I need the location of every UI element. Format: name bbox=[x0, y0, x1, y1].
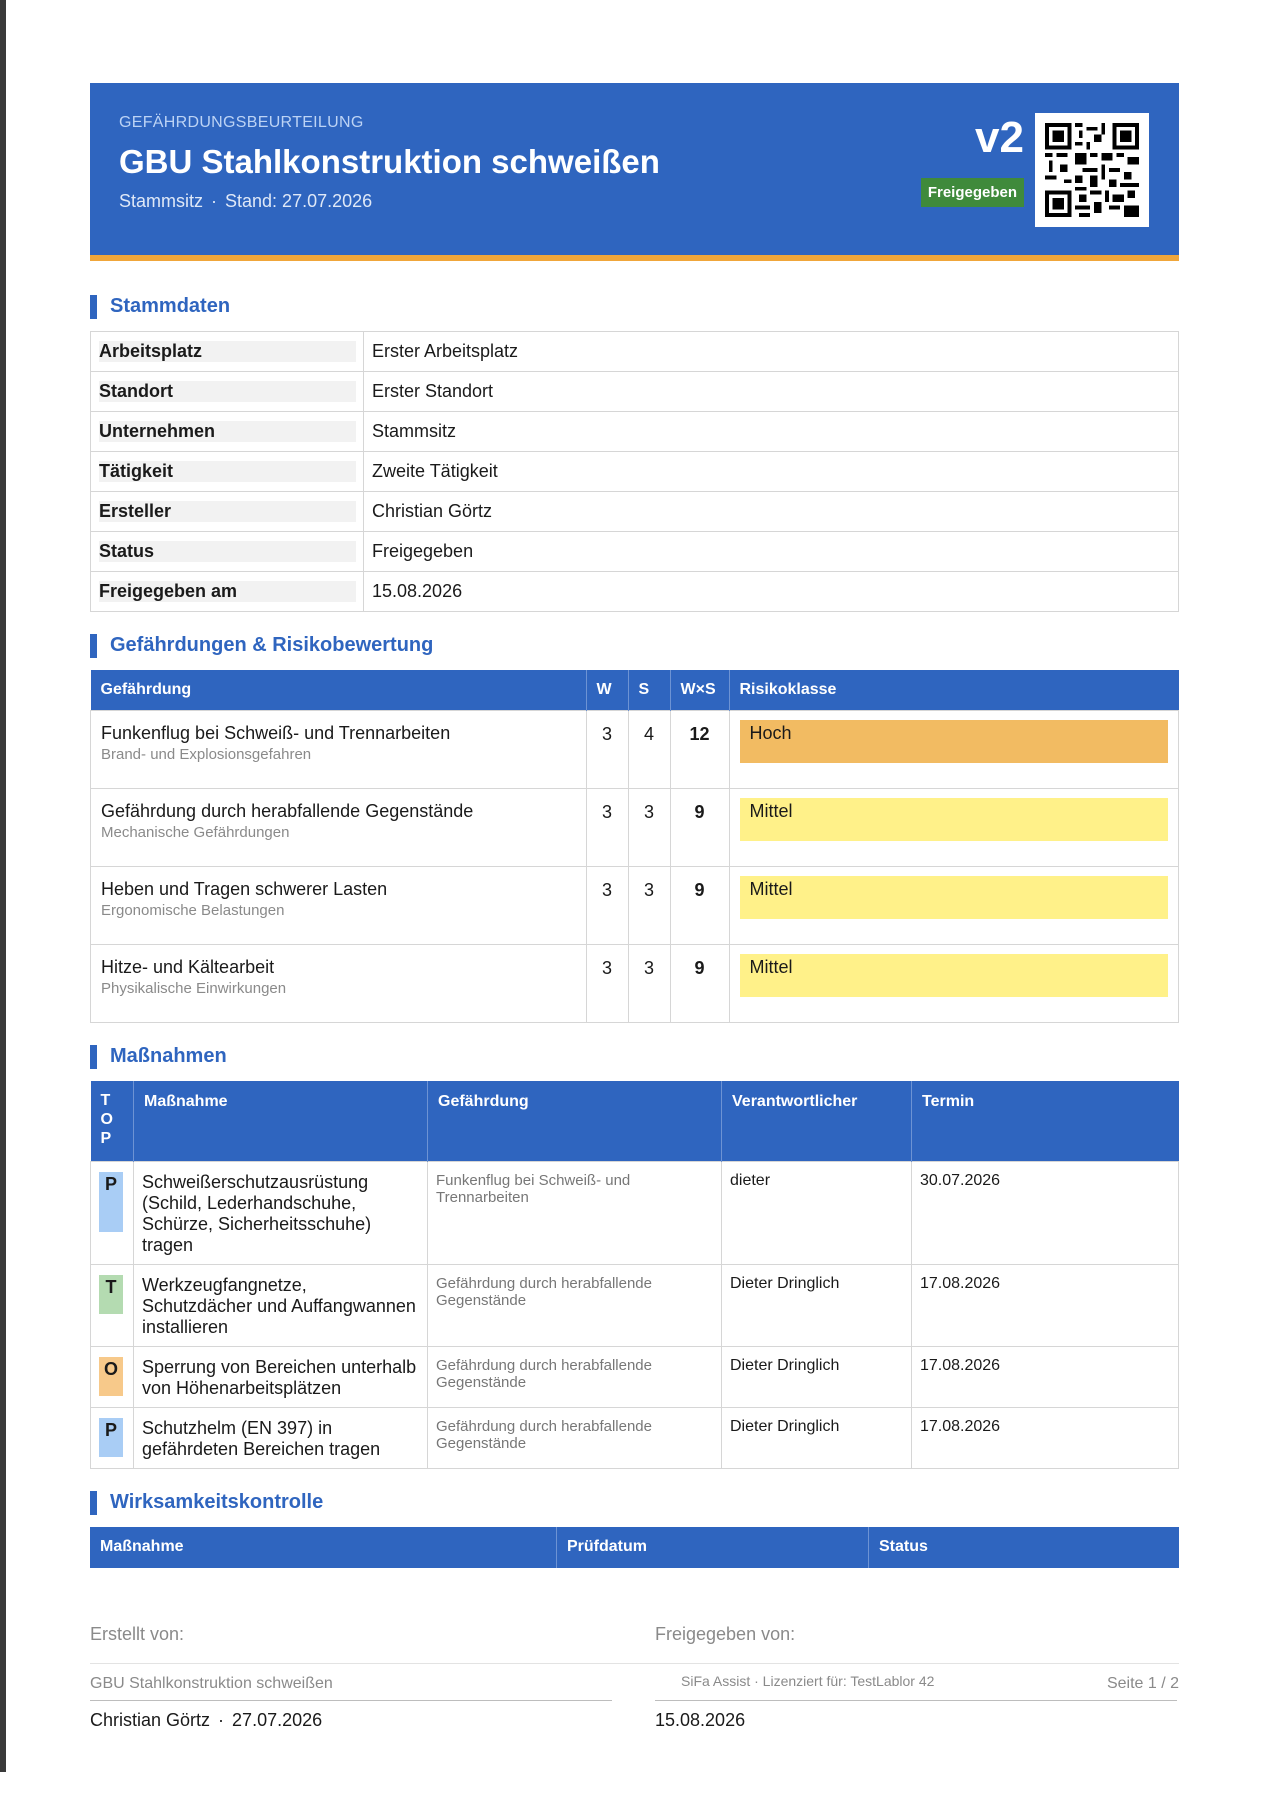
hazard-name: Heben und Tragen schwerer Lasten bbox=[101, 879, 388, 899]
stammdaten-row bbox=[91, 372, 1178, 412]
signature-line bbox=[655, 1700, 1177, 1701]
page-footer bbox=[90, 1663, 1179, 1692]
measure-hazard: Gefährdung durch herabfallende Gegenstände bbox=[428, 1346, 722, 1407]
subtitle-separator: · bbox=[211, 191, 218, 211]
hazard-name: Hitze- und Kältearbeit bbox=[101, 957, 275, 977]
signature-approved-date: 15.08.2026 bbox=[655, 1709, 746, 1730]
measure-hazard: Funkenflug bei Schweiß- und Trennarbeiten bbox=[428, 1161, 722, 1264]
stammdaten-key: Arbeitsplatz bbox=[99, 341, 356, 362]
measure-responsible: Dieter Dringlich bbox=[722, 1264, 912, 1346]
document-header bbox=[90, 83, 1179, 261]
signature-created-date: 27.07.2026 bbox=[232, 1709, 323, 1730]
stammdaten-row bbox=[91, 492, 1178, 532]
signature-created-label: Erstellt von: bbox=[90, 1623, 185, 1644]
risk-row bbox=[91, 867, 1179, 945]
risk-class-badge: Hoch bbox=[740, 720, 1169, 763]
stammdaten-value: Stammsitz bbox=[372, 421, 457, 441]
stammdaten-key: Freigegeben am bbox=[99, 581, 356, 602]
measures-table bbox=[90, 1081, 1179, 1469]
column-header-risikoklasse: Risikoklasse bbox=[729, 670, 1179, 711]
stammdaten-key-cell bbox=[91, 412, 364, 451]
risk-s-value: 3 bbox=[628, 789, 670, 867]
column-header-termin: Termin bbox=[912, 1081, 1179, 1161]
measure-text: Werkzeugfangnetze, Schutzdächer und Auffangwannen installieren bbox=[134, 1264, 428, 1346]
document-kicker: GEFÄHRDUNGSBEURTEILUNG bbox=[119, 114, 364, 131]
top-cell bbox=[91, 1407, 134, 1468]
stammdaten-table bbox=[90, 331, 1179, 612]
risk-s-value: 3 bbox=[628, 867, 670, 945]
effectiveness-table-header bbox=[90, 1527, 1179, 1568]
measure-row bbox=[91, 1161, 1179, 1264]
top-cell bbox=[91, 1346, 134, 1407]
stammdaten-key-cell bbox=[91, 332, 364, 371]
column-header-massnahme: Maßnahme bbox=[90, 1527, 557, 1568]
stammdaten-key-cell bbox=[91, 452, 364, 491]
risk-ws-value: 9 bbox=[670, 945, 729, 1023]
measure-row bbox=[91, 1264, 1179, 1346]
stammdaten-key-cell bbox=[91, 372, 364, 411]
section-title-risiko: Gefährdungen & Risikobewertung bbox=[90, 634, 1179, 660]
top-cell bbox=[91, 1161, 134, 1264]
stammdaten-value: Christian Görtz bbox=[372, 501, 493, 521]
stammdaten-key: Status bbox=[99, 541, 356, 562]
column-header-pruefdatum: Prüfdatum bbox=[557, 1527, 869, 1568]
risk-w-value: 3 bbox=[586, 867, 628, 945]
hazard-name: Gefährdung durch herabfallende Gegenstände bbox=[101, 801, 474, 821]
site-name: Stammsitz bbox=[119, 191, 204, 211]
stand-date: Stand: 27.07.2026 bbox=[225, 191, 373, 211]
stammdaten-row bbox=[91, 452, 1178, 492]
document-page bbox=[90, 83, 1179, 1794]
risk-row bbox=[91, 789, 1179, 867]
column-header-ws: W×S bbox=[670, 670, 729, 711]
stammdaten-row bbox=[91, 572, 1178, 612]
footer-license: SiFa Assist · Lizenziert für: TestLablor 42 bbox=[681, 1673, 935, 1689]
risk-table-header bbox=[91, 670, 1179, 711]
column-header-gefaehrdung: Gefährdung bbox=[428, 1081, 722, 1161]
risk-table bbox=[90, 670, 1179, 1023]
top-type-badge: O bbox=[99, 1357, 123, 1396]
stammdaten-value: Erster Arbeitsplatz bbox=[372, 341, 519, 361]
risk-ws-value: 9 bbox=[670, 789, 729, 867]
column-header-w: W bbox=[586, 670, 628, 711]
hazard-category: Brand- und Explosionsgefahren bbox=[101, 746, 312, 763]
hazard-name: Funkenflug bei Schweiß- und Trennarbeiten bbox=[101, 723, 451, 743]
signature-area bbox=[90, 1624, 1179, 1794]
measure-due-date: 17.08.2026 bbox=[912, 1407, 1179, 1468]
measure-due-date: 17.08.2026 bbox=[912, 1346, 1179, 1407]
risk-w-value: 3 bbox=[586, 945, 628, 1023]
risk-class-badge: Mittel bbox=[740, 876, 1169, 919]
risk-class-cell bbox=[729, 789, 1179, 867]
effectiveness-table bbox=[90, 1527, 1179, 1568]
measure-row bbox=[91, 1407, 1179, 1468]
top-cell bbox=[91, 1264, 134, 1346]
risk-ws-value: 12 bbox=[670, 711, 729, 789]
measure-text: Schutzhelm (EN 397) in gefährdeten Bereichen tragen bbox=[134, 1407, 428, 1468]
stammdaten-value: Erster Standort bbox=[372, 381, 494, 401]
stammdaten-row bbox=[91, 412, 1178, 452]
column-header-top bbox=[91, 1081, 134, 1161]
risk-s-value: 3 bbox=[628, 945, 670, 1023]
risk-class-badge: Mittel bbox=[740, 798, 1169, 841]
risk-row bbox=[91, 945, 1179, 1023]
stammdaten-key-cell bbox=[91, 572, 364, 611]
measure-row bbox=[91, 1346, 1179, 1407]
signature-created-name: Christian Görtz bbox=[90, 1709, 211, 1730]
top-letter-p: P bbox=[100, 1130, 112, 1147]
stammdaten-value: Zweite Tätigkeit bbox=[372, 461, 498, 481]
signature-line bbox=[90, 1700, 612, 1701]
top-type-badge: P bbox=[99, 1418, 123, 1457]
risk-class-cell bbox=[729, 867, 1179, 945]
risk-s-value: 4 bbox=[628, 711, 670, 789]
version-label: v2 bbox=[975, 113, 1024, 162]
risk-class-cell bbox=[729, 711, 1179, 789]
risk-hazard-cell bbox=[91, 945, 587, 1023]
stammdaten-key: Tätigkeit bbox=[99, 461, 356, 482]
column-header-massnahme: Maßnahme bbox=[134, 1081, 428, 1161]
risk-w-value: 3 bbox=[586, 711, 628, 789]
section-title-wirksamkeit: Wirksamkeitskontrolle bbox=[90, 1491, 1179, 1517]
section-title-massnahmen: Maßnahmen bbox=[90, 1045, 1179, 1071]
risk-hazard-cell bbox=[91, 789, 587, 867]
risk-hazard-cell bbox=[91, 711, 587, 789]
top-type-badge: T bbox=[99, 1275, 123, 1314]
stammdaten-key-cell bbox=[91, 532, 364, 571]
section-title-stammdaten: Stammdaten bbox=[90, 295, 1179, 321]
measures-table-header bbox=[91, 1081, 1179, 1161]
top-letter-t: T bbox=[100, 1092, 111, 1109]
hazard-category: Mechanische Gefährdungen bbox=[101, 824, 290, 841]
stammdaten-key: Unternehmen bbox=[99, 421, 356, 442]
column-header-s: S bbox=[628, 670, 670, 711]
column-header-gefaehrdung: Gefährdung bbox=[91, 670, 587, 711]
measure-due-date: 17.08.2026 bbox=[912, 1264, 1179, 1346]
document-title: GBU Stahlkonstruktion schweißen bbox=[119, 143, 660, 180]
signature-approved-label: Freigegeben von: bbox=[655, 1623, 796, 1644]
risk-class-badge: Mittel bbox=[740, 954, 1169, 997]
top-letter-o: O bbox=[100, 1111, 113, 1128]
measure-hazard: Gefährdung durch herabfallende Gegenstände bbox=[428, 1407, 722, 1468]
signature-created-value bbox=[90, 1710, 612, 1731]
hazard-category: Ergonomische Belastungen bbox=[101, 902, 285, 919]
footer-page-number: Seite 1 / 2 bbox=[1106, 1675, 1179, 1692]
status-badge: Freigegeben bbox=[921, 178, 1024, 207]
measure-responsible: dieter bbox=[722, 1161, 912, 1264]
stammdaten-key: Standort bbox=[99, 381, 356, 402]
measure-responsible: Dieter Dringlich bbox=[722, 1346, 912, 1407]
qr-code-icon bbox=[1035, 113, 1149, 227]
risk-class-cell bbox=[729, 945, 1179, 1023]
stammdaten-value: 15.08.2026 bbox=[372, 581, 463, 601]
stammdaten-key-cell bbox=[91, 492, 364, 531]
column-header-verantwortlicher: Verantwortlicher bbox=[722, 1081, 912, 1161]
hazard-category: Physikalische Einwirkungen bbox=[101, 980, 287, 997]
footer-document-title: GBU Stahlkonstruktion schweißen bbox=[90, 1675, 333, 1692]
measure-hazard: Gefährdung durch herabfallende Gegenstände bbox=[428, 1264, 722, 1346]
measure-responsible: Dieter Dringlich bbox=[722, 1407, 912, 1468]
stammdaten-row bbox=[91, 532, 1178, 572]
signature-separator: · bbox=[218, 1709, 225, 1730]
measure-text: Schweißerschutzausrüstung (Schild, Lederhandschuhe, Schürze, Sicherheitsschuhe) tragen bbox=[134, 1161, 428, 1264]
viewer-edge bbox=[0, 0, 6, 1772]
top-type-badge: P bbox=[99, 1172, 123, 1232]
stammdaten-row bbox=[91, 332, 1178, 372]
stammdaten-key: Ersteller bbox=[99, 501, 356, 522]
stammdaten-value: Freigegeben bbox=[372, 541, 474, 561]
risk-ws-value: 9 bbox=[670, 867, 729, 945]
document-subtitle bbox=[119, 191, 372, 212]
risk-row bbox=[91, 711, 1179, 789]
measure-due-date: 30.07.2026 bbox=[912, 1161, 1179, 1264]
risk-w-value: 3 bbox=[586, 789, 628, 867]
risk-hazard-cell bbox=[91, 867, 587, 945]
measure-text: Sperrung von Bereichen unterhalb von Höhenarbeitsplätzen bbox=[134, 1346, 428, 1407]
column-header-status: Status bbox=[869, 1527, 1180, 1568]
